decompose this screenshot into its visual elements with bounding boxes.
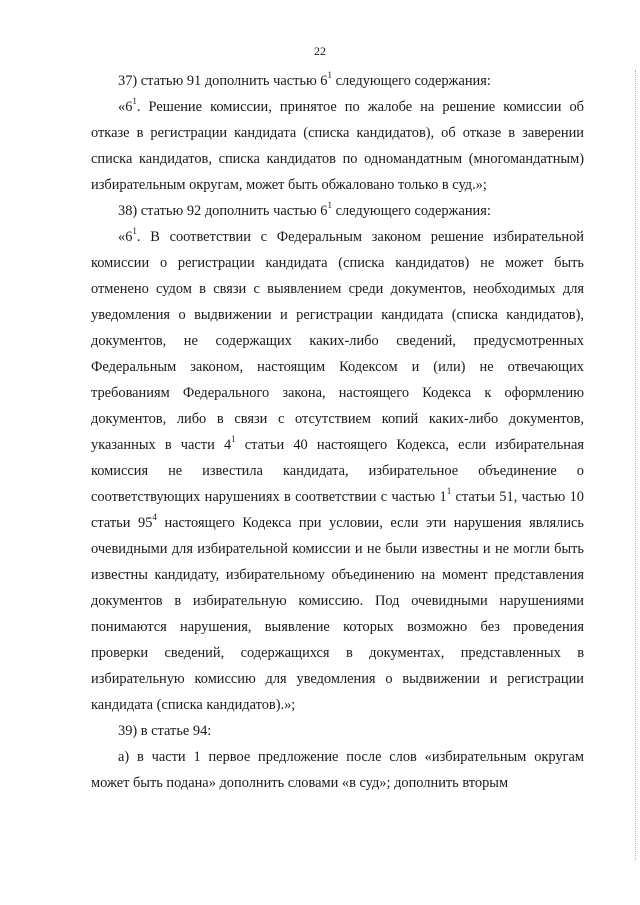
page-number: 22: [314, 44, 326, 58]
paragraph-37: 37) статью 91 дополнить частью $6^1$ следующего содержания:: [118, 70, 491, 89]
paragraph-39-a: а) в части 1 первое предложение после слов «избирательным округам может быть подана» дополнить словами «в суд»; дополнить вторым: [91, 749, 584, 791]
scan-edge-line: [634, 70, 636, 860]
superscript: 1: [327, 70, 333, 81]
superscript: 1: [132, 226, 137, 237]
paragraph-37-content: «$6^1$. Решение комиссии, принятое по жалобе на решение комиссии об отказе в регистрации кандидата (списка кандидатов), об отказе в заверении списка кандидатов, списка кандидатов по одномандатным (многомандатным) избирательным округам, может быть обжаловано только в суд.»;: [91, 96, 584, 193]
document-body: [91, 68, 584, 796]
superscript: 4: [152, 512, 157, 523]
paragraph-39: 39) в статье 94:: [118, 723, 212, 739]
superscript: 1: [327, 200, 333, 211]
superscript: 1: [132, 96, 137, 107]
superscript: 1: [231, 434, 236, 445]
paragraph-38-content: «$6^1$. В соответствии с Федеральным законом решение избирательной комиссии о регистрации кандидата (списка кандидатов) не может быть отменено судом в связи с выявлением среди документов, необходимых для уведомления о выдвижении и регистрации кандидата (списка кандидатов), документов, не содержащих каких-либо сведений, предусмотренных Федеральным законом, настоящим Кодексом и (или) не отвечающих требованиям Федерального закона, настоящего Кодекса к оформлению документов, либо в связи с отсутствием копий каких-либо документов, указанных в части $4^1$ статьи 40 настоящего Кодекса, если избирательная комиссия не известила кандидата, избирательное объединение о соответствующих нарушениях в соответствии с частью $1^1$ статьи 51, частью 10 статьи $95^4$ настоящего Кодекса при условии, если эти нарушения являлись очевидными для избирательной комиссии и не были известны и не могли быть известны кандидату, избирательному объединению на момент представления документов в избирательную комиссию. Под очевидными нарушениями понимаются нарушения, выявление которых возможно без проведения проверки сведений, содержащихся в документах, представленных в избирательную комиссию для уведомления о выдвижении и регистрации кандидата (списка кандидатов).»;: [91, 226, 584, 713]
superscript: 1: [446, 486, 452, 497]
paragraph-38: 38) статью 92 дополнить частью $6^1$ следующего содержания:: [118, 200, 491, 219]
